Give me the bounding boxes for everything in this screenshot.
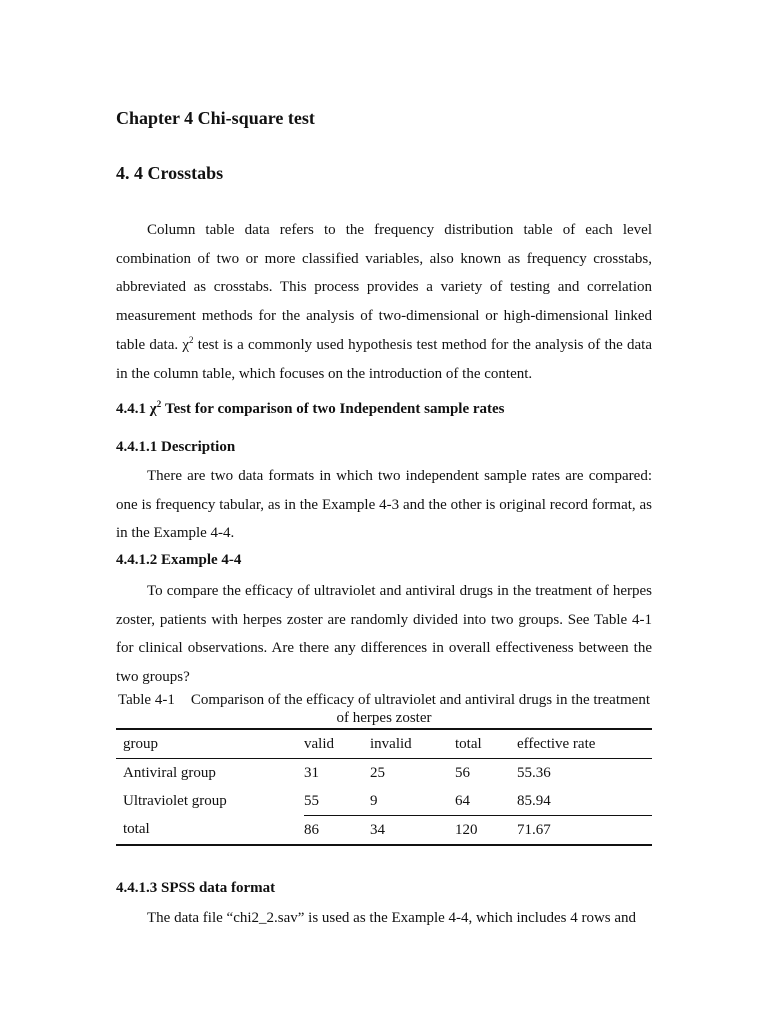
cell-valid: 86 xyxy=(304,816,370,846)
cell-invalid: 25 xyxy=(370,764,385,781)
cell-total: 120 xyxy=(455,816,517,846)
chi-symbol: χ xyxy=(182,336,190,353)
table-number: Table 4-1 xyxy=(117,692,175,708)
table-row xyxy=(116,787,652,816)
header-valid: valid xyxy=(304,735,334,752)
description-paragraph: There are two data formats in which two independent sample rates are compared: one is frequency tabular, as in the Example 4-3 and the other is original record format, as in the Example 4-4. xyxy=(116,468,652,542)
header-effective-rate: effective rate xyxy=(517,735,596,752)
subsection-heading-4-4-1 xyxy=(116,401,505,418)
heading-suffix: Test for comparison of two Independent sample rates xyxy=(161,401,505,417)
subsection-heading-4-4-1-1: 4.4.1.1 Description xyxy=(116,439,236,455)
table-total-row xyxy=(116,816,652,846)
table-header-row xyxy=(116,729,652,759)
cell-effective-rate: 55.36 xyxy=(517,764,551,781)
header-group: group xyxy=(123,735,158,752)
subsection-heading-4-4-1-2: 4.4.1.2 Example 4-4 xyxy=(116,552,242,568)
table-row xyxy=(116,759,652,788)
spss-paragraph: The data file “chi2_2.sav” is used as the Example 4-4, which includes 4 rows and xyxy=(147,910,637,926)
cell-total: 56 xyxy=(455,764,470,781)
cell-effective-rate: 85.94 xyxy=(517,792,551,809)
intro-text-end: test is a commonly used hypothesis test method for the analysis of the data in the column table, which focuses on the introduction of the content. xyxy=(116,336,652,382)
chapter-title: Chapter 4 Chi-square test xyxy=(116,108,315,128)
cell-group: total xyxy=(123,821,150,838)
cell-invalid: 34 xyxy=(370,816,455,846)
intro-text-start: Column table data refers to the frequency distribution table of each level combination of two or more classified variables, also known as frequency crosstabs, abbreviated as crosstabs. This process provides a variety of testing and correlation measurement methods for the analysis of two-dimensional or high-dimensional linked table data. xyxy=(116,222,652,353)
chi-superscript: 2 xyxy=(156,399,162,409)
cell-effective-rate: 71.67 xyxy=(517,816,652,846)
subsection-heading-4-4-1-3: 4.4.1.3 SPSS data format xyxy=(116,880,276,896)
cell-invalid: 9 xyxy=(370,792,378,809)
cell-group: Ultraviolet group xyxy=(123,792,227,809)
efficacy-table xyxy=(116,728,652,846)
table-caption-text: Comparison of the efficacy of ultraviolet and antiviral drugs in the treatment of herpes zoster xyxy=(190,692,650,726)
cell-valid: 55 xyxy=(304,792,319,809)
heading-prefix: 4.4.1 xyxy=(116,401,150,417)
cell-valid: 31 xyxy=(304,764,319,781)
header-invalid: invalid xyxy=(370,735,412,752)
example-paragraph: To compare the efficacy of ultraviolet and antiviral drugs in the treatment of herpes zoster, patients with herpes zoster are randomly divided into two groups. See Table 4-1 for clinical observations. Are there any differences in overall effectiveness between the two groups? xyxy=(116,583,652,686)
cell-group: Antiviral group xyxy=(123,764,216,781)
chi-symbol: χ xyxy=(149,401,157,417)
section-title: 4. 4 Crosstabs xyxy=(116,163,224,183)
header-total: total xyxy=(455,735,482,752)
chi-superscript: 2 xyxy=(189,334,194,345)
table-caption xyxy=(116,691,652,727)
cell-total: 64 xyxy=(455,792,470,809)
intro-paragraph xyxy=(116,216,652,388)
